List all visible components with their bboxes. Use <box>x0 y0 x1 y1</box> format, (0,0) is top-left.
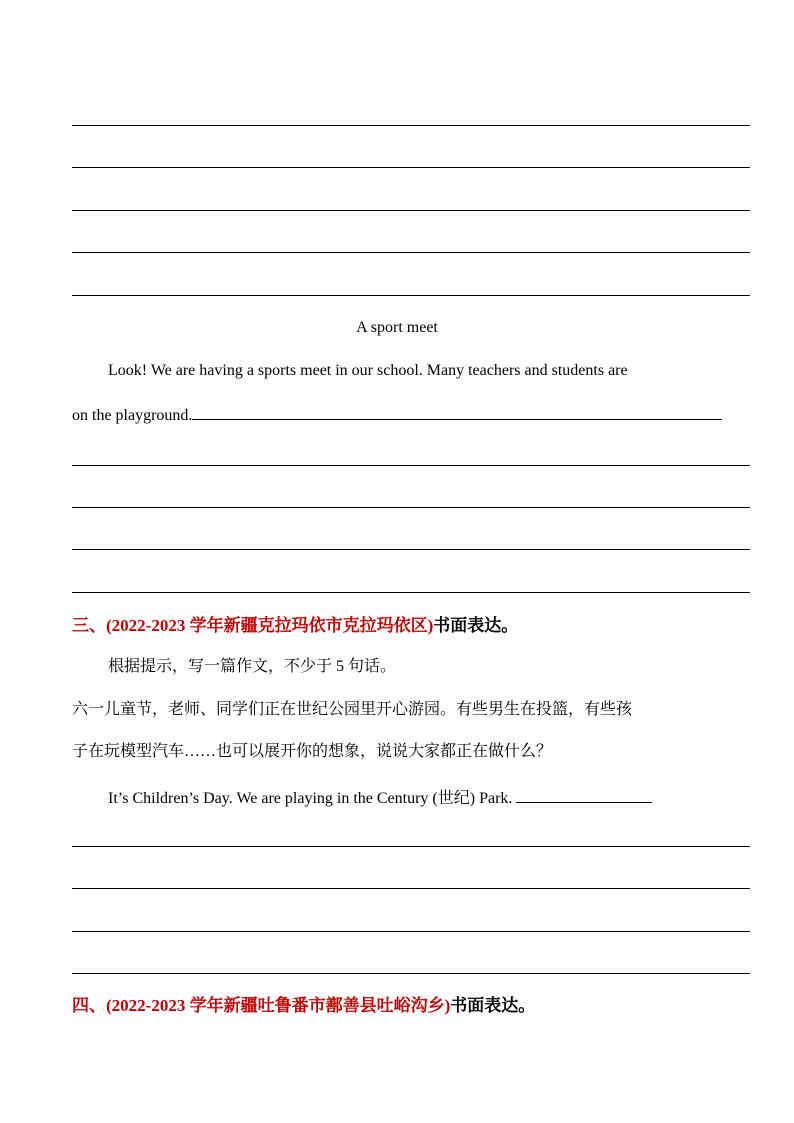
writing-line <box>72 507 750 508</box>
section-four-task: 书面表达。 <box>450 996 536 1015</box>
section-three-task: 书面表达。 <box>433 616 519 635</box>
answer-blank[interactable] <box>192 403 722 420</box>
section-three-starter <box>108 786 652 809</box>
section-three-hint-line-2: 子在玩模型汽车……也可以展开你的想象，说说大家都正在做什么？ <box>72 743 553 760</box>
writing-line <box>72 888 750 889</box>
section-three-heading <box>72 616 518 636</box>
starter-sentence: It’s Children’s Day. We are playing in the Century (世纪) Park. <box>108 790 513 807</box>
answer-blank[interactable] <box>516 786 652 803</box>
writing-line <box>72 125 750 126</box>
section-three-hint-line-1: 六一儿童节，老师、同学们正在世纪公园里开心游园。有些男生在投篮，有些孩 <box>72 701 633 718</box>
section-four-source: (2022-2023 学年新疆吐鲁番市鄯善县吐峪沟乡) <box>106 996 451 1015</box>
writing-line <box>72 846 750 847</box>
section-four-number: 四、 <box>72 996 106 1015</box>
writing-line <box>72 167 750 168</box>
section-three-number: 三、 <box>72 616 106 635</box>
essay-prompt-line-1: Look! We are having a sports meet in our school. Many teachers and students are <box>108 362 628 379</box>
essay-prompt-text: on the playground. <box>72 407 193 424</box>
section-three-instruction: 根据提示，写一篇作文，不少于 5 句话。 <box>108 658 397 675</box>
writing-line <box>72 973 750 974</box>
writing-line <box>72 210 750 211</box>
section-three-source: (2022-2023 学年新疆克拉玛依市克拉玛依区) <box>106 616 434 635</box>
writing-line <box>72 465 750 466</box>
writing-line <box>72 549 750 550</box>
writing-line <box>72 295 750 296</box>
writing-line <box>72 931 750 932</box>
essay-prompt-line-2 <box>72 403 722 426</box>
writing-line <box>72 592 750 593</box>
essay-title: A sport meet <box>356 319 438 336</box>
section-four-heading <box>72 996 535 1016</box>
writing-line <box>72 252 750 253</box>
